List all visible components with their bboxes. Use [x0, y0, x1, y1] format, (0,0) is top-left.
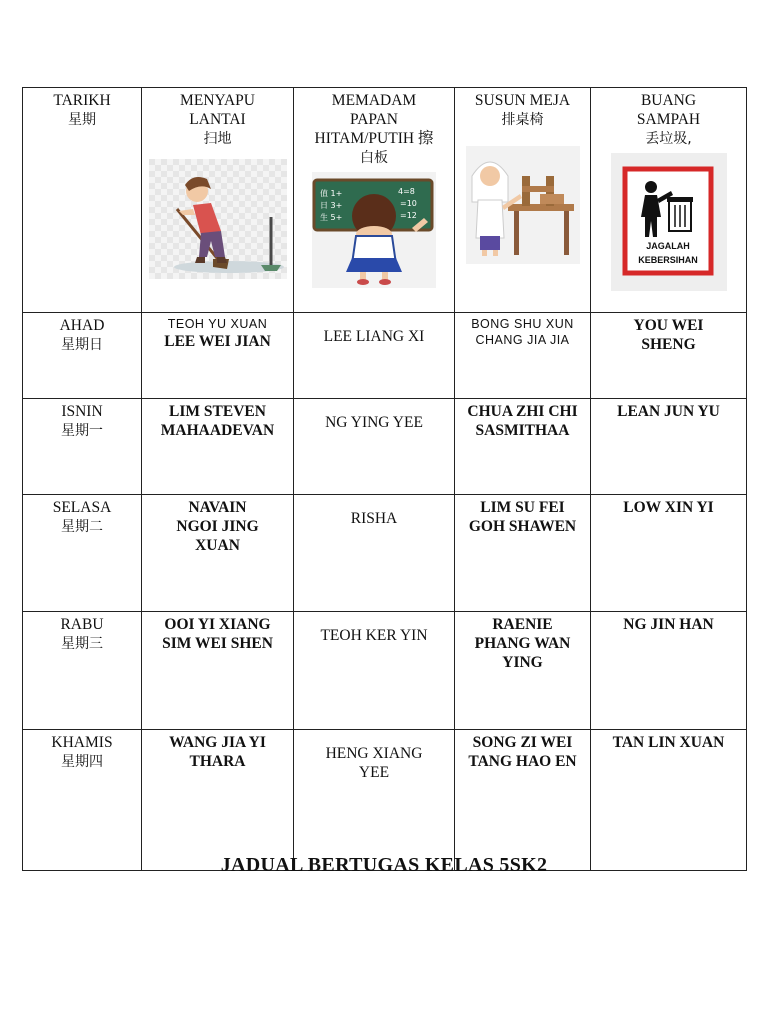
header-buang-chinese: 丢垃圾,: [645, 131, 692, 147]
student-name: TEOH KER YIN: [320, 627, 428, 644]
arranging-desk-girl-image: [466, 146, 580, 264]
student-name: WANG JIA YI: [169, 734, 266, 751]
svg-text:4=8: 4=8: [398, 187, 415, 196]
table-row: [23, 399, 747, 495]
memadam-cell: [294, 399, 455, 495]
day-cell: [23, 495, 142, 612]
header-buang-label-1: BUANG: [640, 92, 697, 109]
day-cell: [23, 313, 142, 399]
student-name: TANG HAO EN: [468, 753, 577, 770]
header-susun: [455, 88, 591, 313]
header-memadam-chinese: 白板: [360, 150, 388, 166]
table-row: [23, 612, 747, 730]
menyapu-cell: [142, 313, 294, 399]
memadam-cell: [294, 730, 455, 871]
student-name: XUAN: [195, 537, 240, 554]
susun-cell: [455, 495, 591, 612]
day-chinese: 星期三: [61, 636, 103, 652]
student-name: GOH SHAWEN: [468, 518, 577, 535]
duty-roster-table: [22, 87, 747, 871]
header-menyapu-chinese: 扫地: [203, 131, 232, 147]
header-memadam-label-1: MEMADAM: [331, 92, 417, 109]
student-name: SHENG: [641, 336, 696, 353]
student-name: LIM STEVEN: [169, 403, 266, 420]
day-cell: [23, 730, 142, 871]
header-buang-label-2: SAMPAH: [636, 111, 701, 128]
day-cell: [23, 612, 142, 730]
student-name: RISHA: [350, 510, 398, 527]
header-memadam: [294, 88, 455, 313]
student-name: RAENIE: [492, 616, 553, 633]
svg-text:日 3+: 日 3+: [320, 201, 343, 210]
student-name: PHANG WAN: [474, 635, 571, 652]
student-name: NG YING YEE: [325, 414, 423, 431]
blackboard-girl-image: [312, 172, 436, 288]
keep-clean-sign-image: [611, 153, 727, 291]
student-name: CHANG JIA JIA: [475, 333, 570, 347]
buang-cell: [591, 313, 747, 399]
header-row: [23, 88, 747, 313]
day-chinese: 星期四: [61, 754, 103, 770]
student-name: YEE: [358, 764, 390, 781]
student-name: YOU WEI: [633, 317, 704, 334]
table-row: [23, 495, 747, 612]
memadam-cell: [294, 313, 455, 399]
menyapu-cell: [142, 399, 294, 495]
student-name: SIM WEI SHEN: [162, 635, 273, 652]
susun-cell: [455, 730, 591, 871]
day-label: ISNIN: [61, 403, 103, 420]
header-buang: [591, 88, 747, 313]
sweeping-girl-image: [149, 159, 287, 279]
buang-cell: [591, 399, 747, 495]
memadam-cell: [294, 612, 455, 730]
student-name: NAVAIN: [188, 499, 247, 516]
svg-text:=10: =10: [400, 199, 417, 208]
table-row: [23, 313, 747, 399]
day-label: SELASA: [52, 499, 112, 516]
day-chinese: 星期二: [61, 519, 103, 535]
student-name: TEOH YU XUAN: [167, 317, 268, 331]
day-label: AHAD: [59, 317, 105, 334]
student-name: OOI YI XIANG: [164, 616, 271, 633]
header-tarikh: [23, 88, 142, 313]
student-name: LEE LIANG XI: [323, 328, 425, 345]
sign-text-kebersihan: KEBERSIHAN: [637, 255, 698, 265]
svg-text:生 5+: 生 5+: [320, 213, 343, 222]
header-menyapu-label-1: MENYAPU: [180, 92, 255, 109]
student-name: BONG SHU XUN: [471, 317, 574, 331]
student-name: YING: [502, 654, 543, 671]
menyapu-cell: [142, 495, 294, 612]
header-susun-label: SUSUN MEJA: [474, 92, 571, 109]
student-name: SASMITHAA: [475, 422, 570, 439]
student-name: TAN LIN XUAN: [612, 734, 725, 751]
day-label: RABU: [60, 616, 104, 633]
student-name: MAHAADEVAN: [160, 422, 275, 439]
sign-text-jagalah: JAGALAH: [645, 241, 690, 251]
student-name: HENG XIANG: [325, 745, 423, 762]
buang-cell: [591, 495, 747, 612]
susun-cell: [455, 313, 591, 399]
student-name: THARA: [189, 753, 246, 770]
header-tarikh-label: TARIKH: [53, 92, 111, 109]
student-name: LEAN JUN YU: [617, 403, 720, 420]
student-name: SONG ZI WEI: [472, 734, 573, 751]
susun-cell: [455, 399, 591, 495]
header-memadam-label-3: HITAM/PUTIH 擦: [314, 130, 434, 147]
day-label: KHAMIS: [51, 734, 113, 751]
student-name: LEE WEI JIAN: [164, 333, 271, 350]
day-cell: [23, 399, 142, 495]
buang-cell: [591, 612, 747, 730]
header-susun-chinese: 排桌椅: [501, 112, 544, 128]
student-name: NGOI JING: [176, 518, 259, 535]
svg-text:值 1+: 值 1+: [320, 189, 343, 198]
day-chinese: 星期日: [61, 337, 103, 353]
header-tarikh-chinese: 星期: [68, 112, 96, 128]
menyapu-cell: [142, 730, 294, 871]
table-row: [23, 730, 747, 871]
header-memadam-label-2: PAPAN: [350, 111, 398, 128]
student-name: CHUA ZHI CHI: [467, 403, 578, 420]
header-menyapu-label-2: LANTAI: [189, 111, 246, 128]
student-name: LOW XIN YI: [623, 499, 714, 516]
day-chinese: 星期一: [61, 423, 103, 439]
student-name: LIM SU FEI: [480, 499, 565, 516]
menyapu-cell: [142, 612, 294, 730]
memadam-cell: [294, 495, 455, 612]
header-menyapu: [142, 88, 294, 313]
page-title: JADUAL BERTUGAS KELAS 5SK2: [220, 854, 548, 876]
svg-text:=12: =12: [400, 211, 417, 220]
buang-cell: [591, 730, 747, 871]
susun-cell: [455, 612, 591, 730]
student-name: NG JIN HAN: [623, 616, 714, 633]
